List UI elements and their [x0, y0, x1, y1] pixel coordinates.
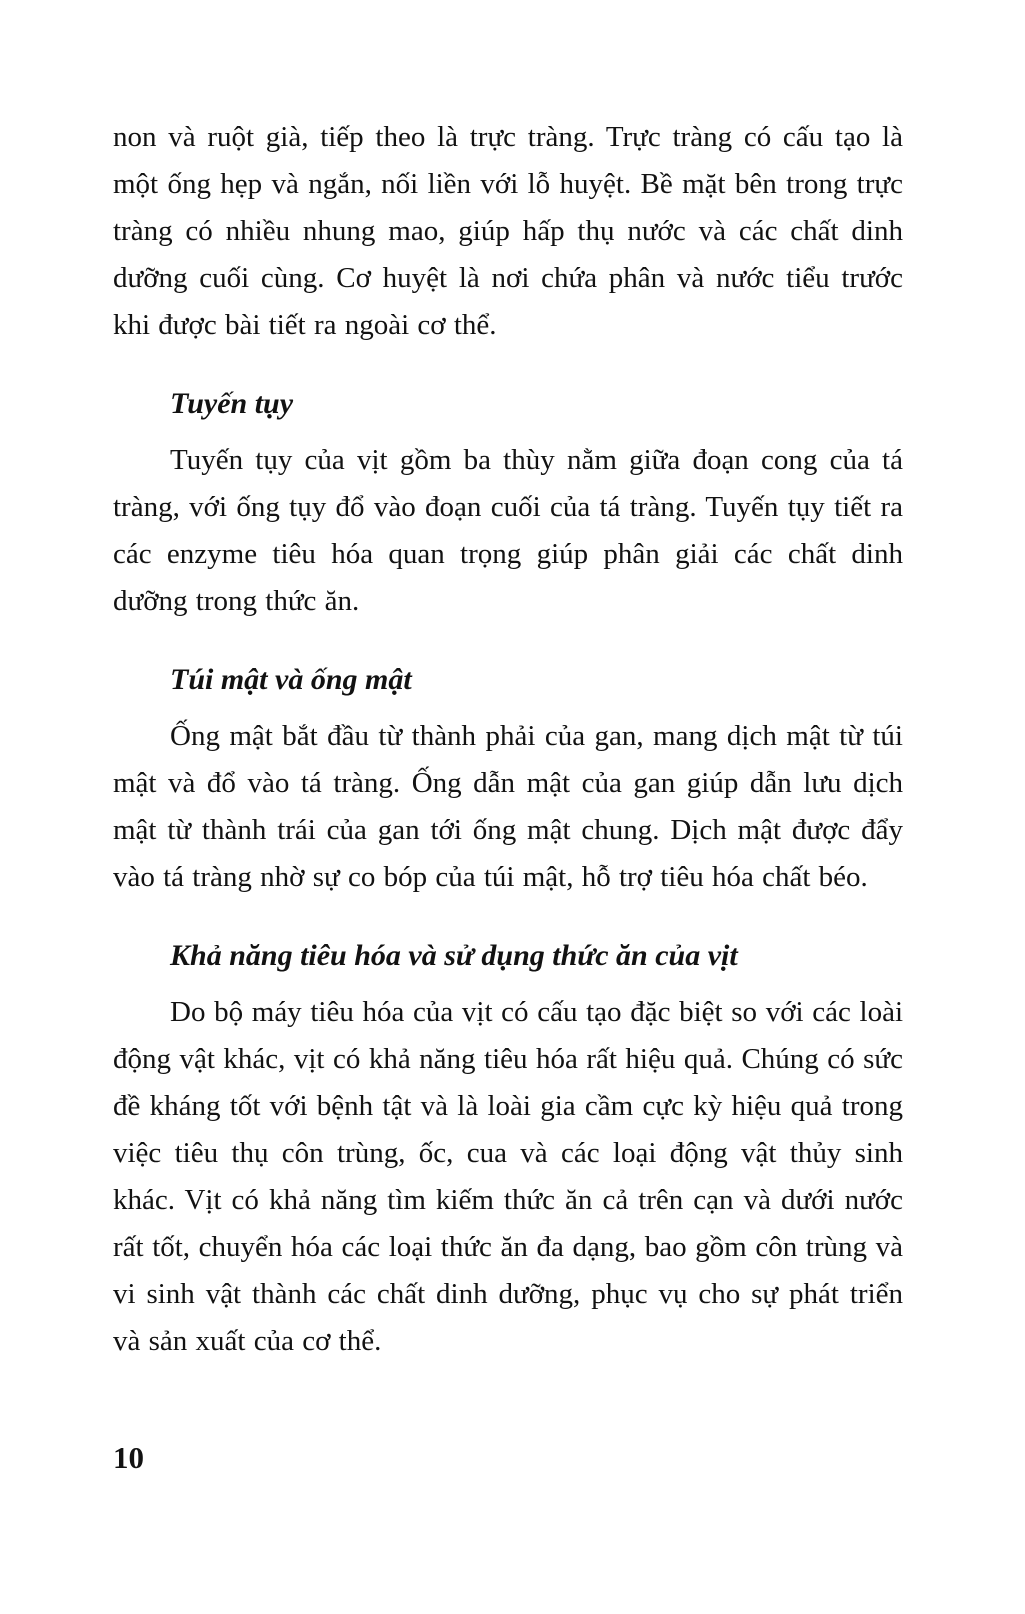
paragraph-digestion-ability: Do bộ máy tiêu hóa của vịt có cấu tạo đặc biệt so với các loài động vật khác, vịt có khả năng tiêu hóa rất hiệu quả. Chúng có sức đề kháng tốt với bệnh tật và là loài gia cầm cực kỳ hiệu quả trong việc tiêu thụ côn trùng, ốc, cua và các loại động vật thủy sinh khác. Vịt có khả năng tìm kiếm thức ăn cả trên cạn và dưới nước rất tốt, chuyển hóa các loại thức ăn đa dạng, bao gồm côn trùng và vi sinh vật thành các chất dinh dưỡng, phục vụ cho sự phát triển và sản xuất của cơ thể. [113, 996, 903, 1357]
page-number: 10 [113, 1440, 144, 1475]
heading-gallbladder-bile-duct: Túi mật và ống mật [170, 663, 412, 696]
paragraph-gallbladder-bile-duct: Ống mật bắt đầu từ thành phải của gan, mang dịch mật từ túi mật và đổ vào tá tràng. Ống dẫn mật của gan giúp dẫn lưu dịch mật từ thành trái của gan tới ống mật chung. Dịch mật được đẩy vào tá tràng nhờ sự co bóp của túi mật, hỗ trợ tiêu hóa chất béo. [113, 720, 903, 893]
paragraph-rectum-cloaca: non và ruột già, tiếp theo là trực tràng. Trực tràng có cấu tạo là một ống hẹp và ngắn, nối liền với lỗ huyệt. Bề mặt bên trong trực tràng có nhiều nhung mao, giúp hấp thụ nước và các chất dinh dưỡng cuối cùng. Cơ huyệt là nơi chứa phân và nước tiểu trước khi được bài tiết ra ngoài cơ thể. [113, 121, 903, 341]
heading-digestion-ability: Khả năng tiêu hóa và sử dụng thức ăn của vịt [170, 939, 738, 972]
heading-pancreas: Tuyến tụy [170, 387, 294, 420]
paragraph-pancreas: Tuyến tụy của vịt gồm ba thùy nằm giữa đoạn cong của tá tràng, với ống tụy đổ vào đoạn cuối của tá tràng. Tuyến tụy tiết ra các enzyme tiêu hóa quan trọng giúp phân giải các chất dinh dưỡng trong thức ăn. [113, 444, 903, 617]
